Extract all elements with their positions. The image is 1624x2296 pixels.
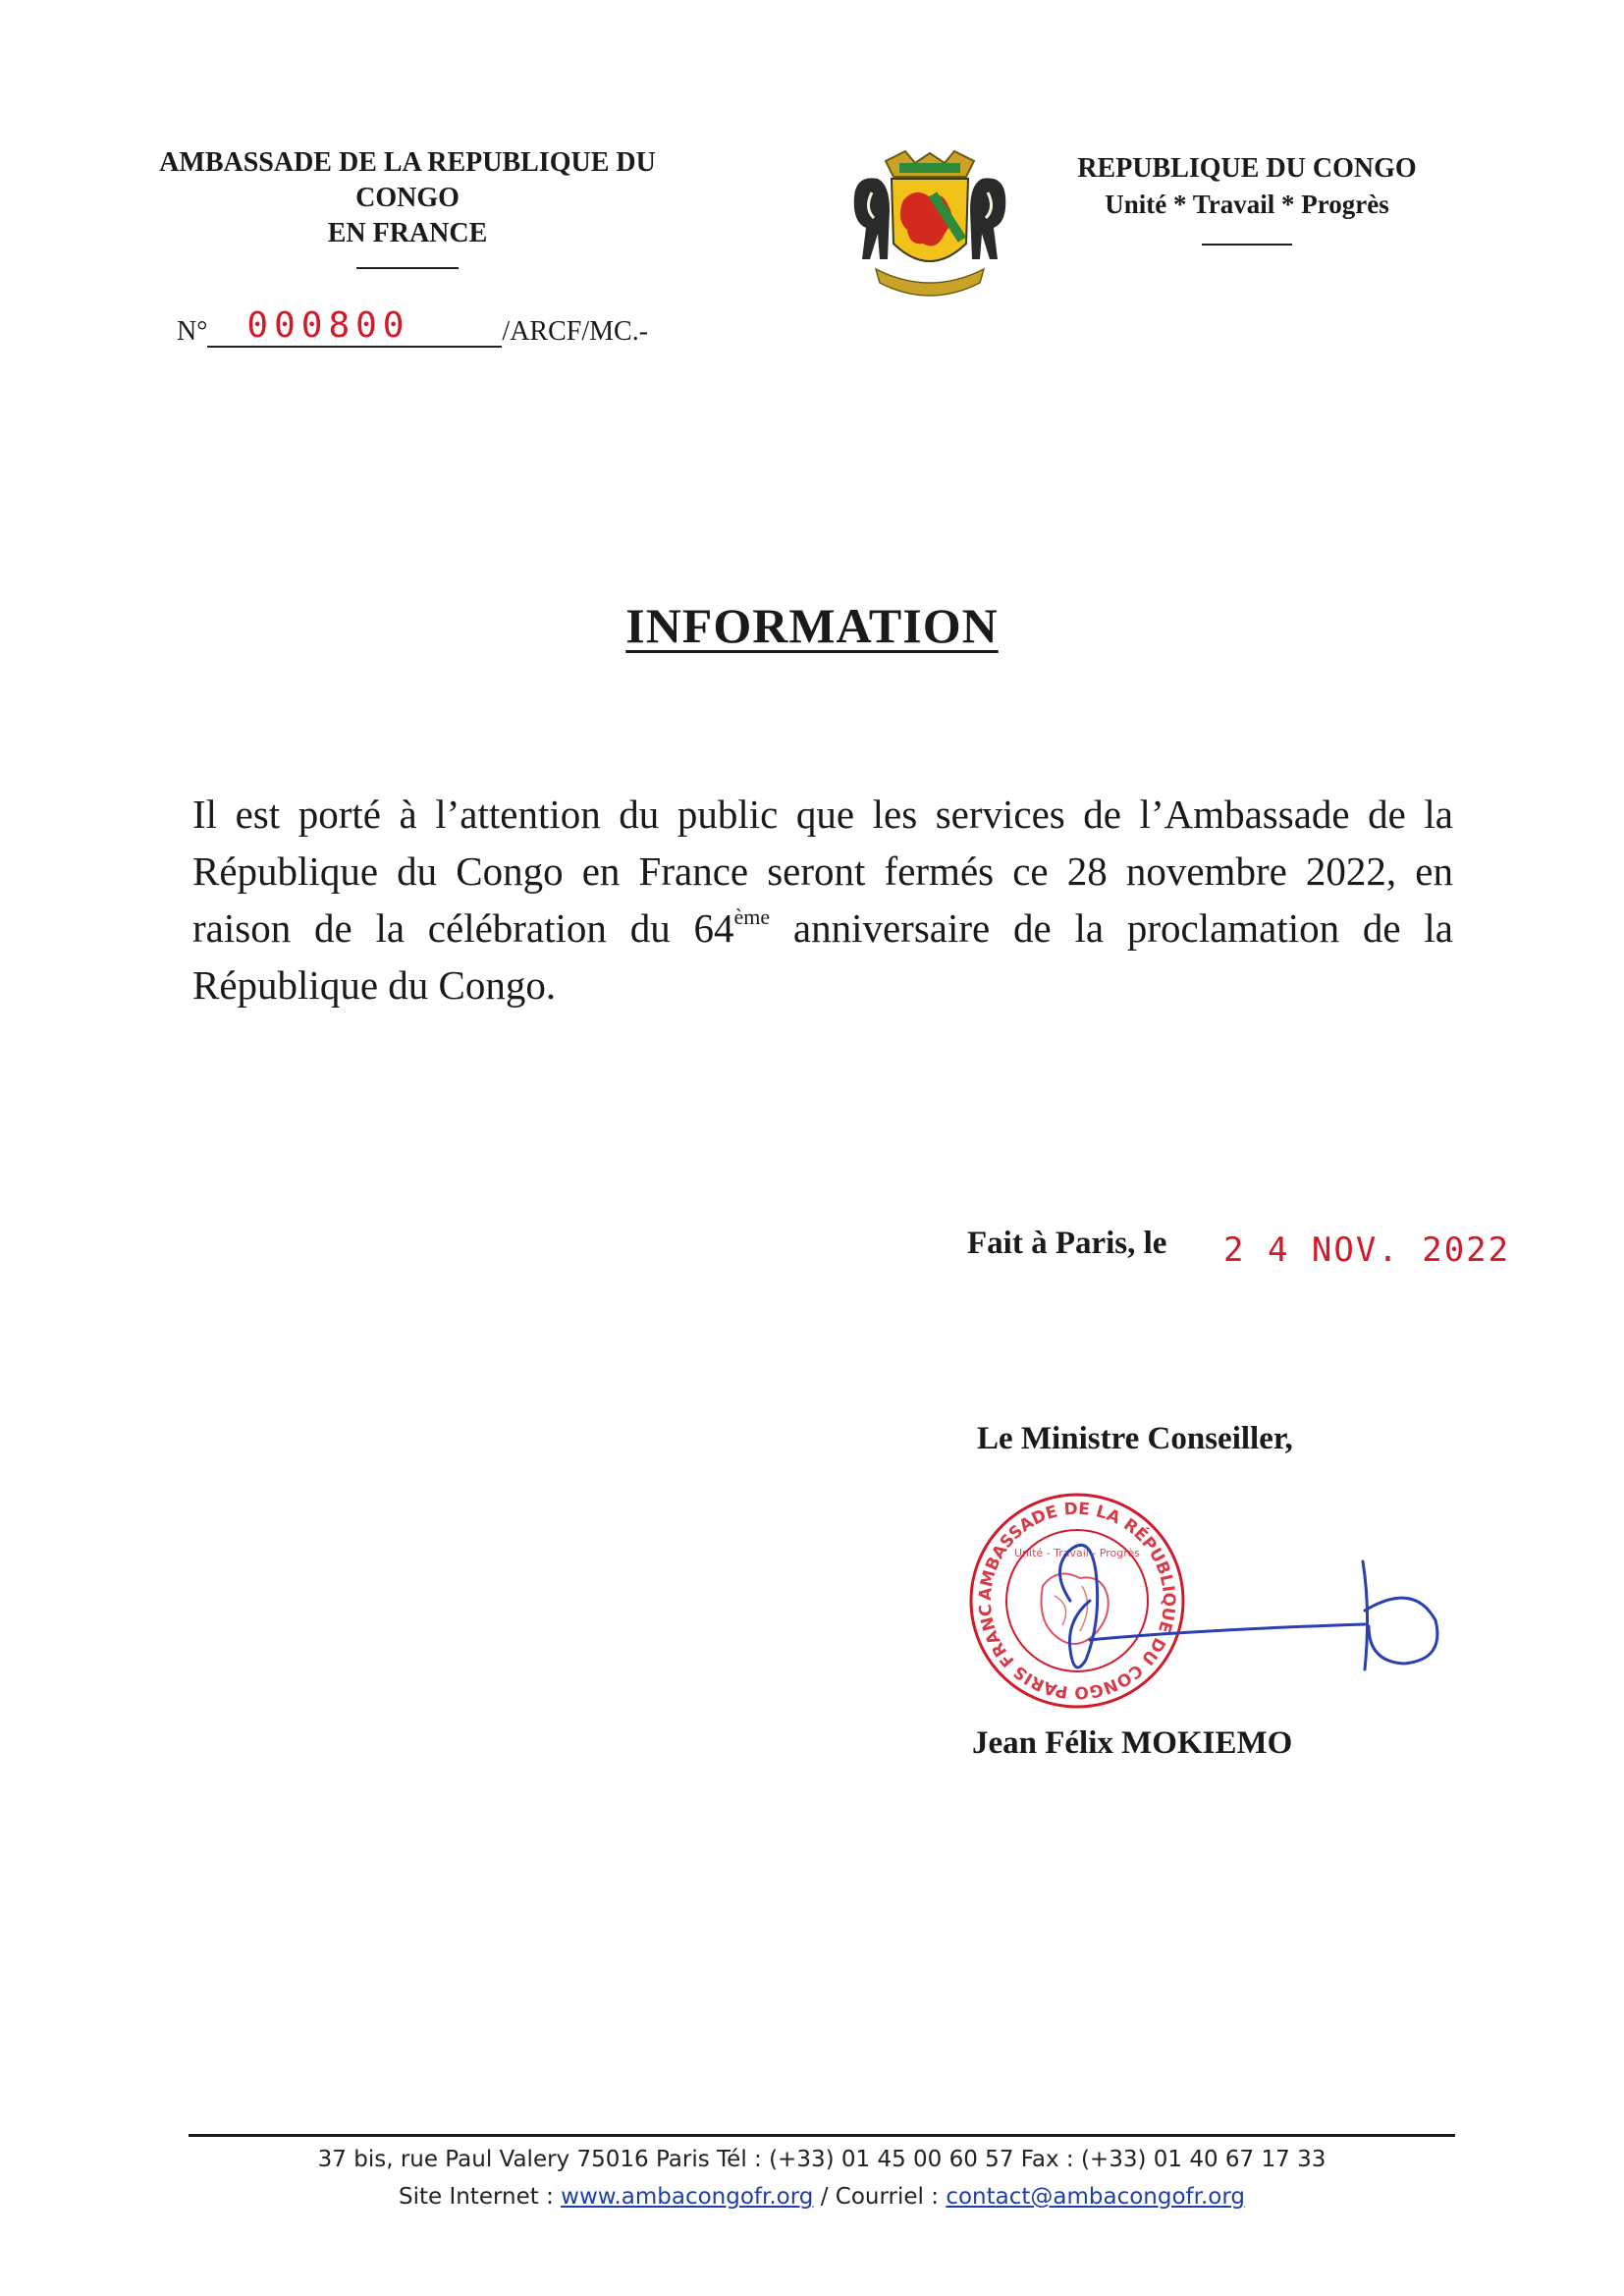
footer-site-label: Site Internet : <box>398 2184 562 2210</box>
embassy-location: EN FRANCE <box>327 218 488 248</box>
stamp-motto: Unité - Travail - Progrès <box>1013 1547 1141 1559</box>
stamp-ring-text: AMBASSADE DE LA RÉPUBLIQUE DU CONGO PARIS FRANC <box>975 1499 1179 1703</box>
footer-address: 37 bis, rue Paul Valery 75016 Paris Tél : (+33) 01 45 00 60 57 Fax : (+33) 01 40 67 17 33 <box>317 2147 1326 2172</box>
reference-line <box>177 305 649 361</box>
footer-separator: / Courriel : <box>813 2184 947 2210</box>
reference-suffix: /ARCF/MC.- <box>502 316 649 347</box>
country-name: REPUBLIQUE DU CONGO <box>1077 153 1417 184</box>
title-text: INFORMATION <box>625 598 999 653</box>
handwritten-signature <box>1031 1532 1463 1689</box>
reference-number-field <box>207 305 502 348</box>
embassy-name: AMBASSADE DE LA REPUBLIQUE DU CONGO <box>159 147 656 213</box>
country-header <box>1021 149 1473 246</box>
page-title <box>0 597 1624 654</box>
reference-number: 000800 <box>246 305 410 346</box>
body-superscript: ème <box>733 904 771 929</box>
body-text-start: Il est porté à l’attention du public que les services de l’Ambassade de la République du Congo en France seront fermés ce 28 novembre 2022, en raison de la célébration du 64 <box>192 792 1453 951</box>
body-paragraph <box>192 786 1453 1013</box>
embassy-header <box>128 145 687 269</box>
signatory-title: Le Ministre Conseiller, <box>977 1421 1293 1456</box>
footer-contact <box>189 2178 1455 2215</box>
date-stamp: 2 4 NOV. 2022 <box>1223 1230 1511 1270</box>
footer-divider <box>189 2134 1455 2137</box>
website-link[interactable]: www.ambacongofr.org <box>561 2184 814 2210</box>
date-label: Fait à Paris, le <box>967 1226 1167 1261</box>
header-right-rule <box>1202 244 1292 246</box>
country-motto: Unité * Travail * Progrès <box>1105 190 1389 219</box>
footer <box>189 2141 1455 2215</box>
reference-prefix: N° <box>177 316 208 347</box>
coat-of-arms-icon <box>846 149 1013 308</box>
signatory-name: Jean Félix MOKIEMO <box>972 1725 1293 1761</box>
header-left-rule <box>356 267 459 269</box>
email-link[interactable]: contact@ambacongofr.org <box>946 2184 1246 2210</box>
body-text-end: anniversaire de la proclamation de la République du Congo. <box>192 905 1453 1008</box>
